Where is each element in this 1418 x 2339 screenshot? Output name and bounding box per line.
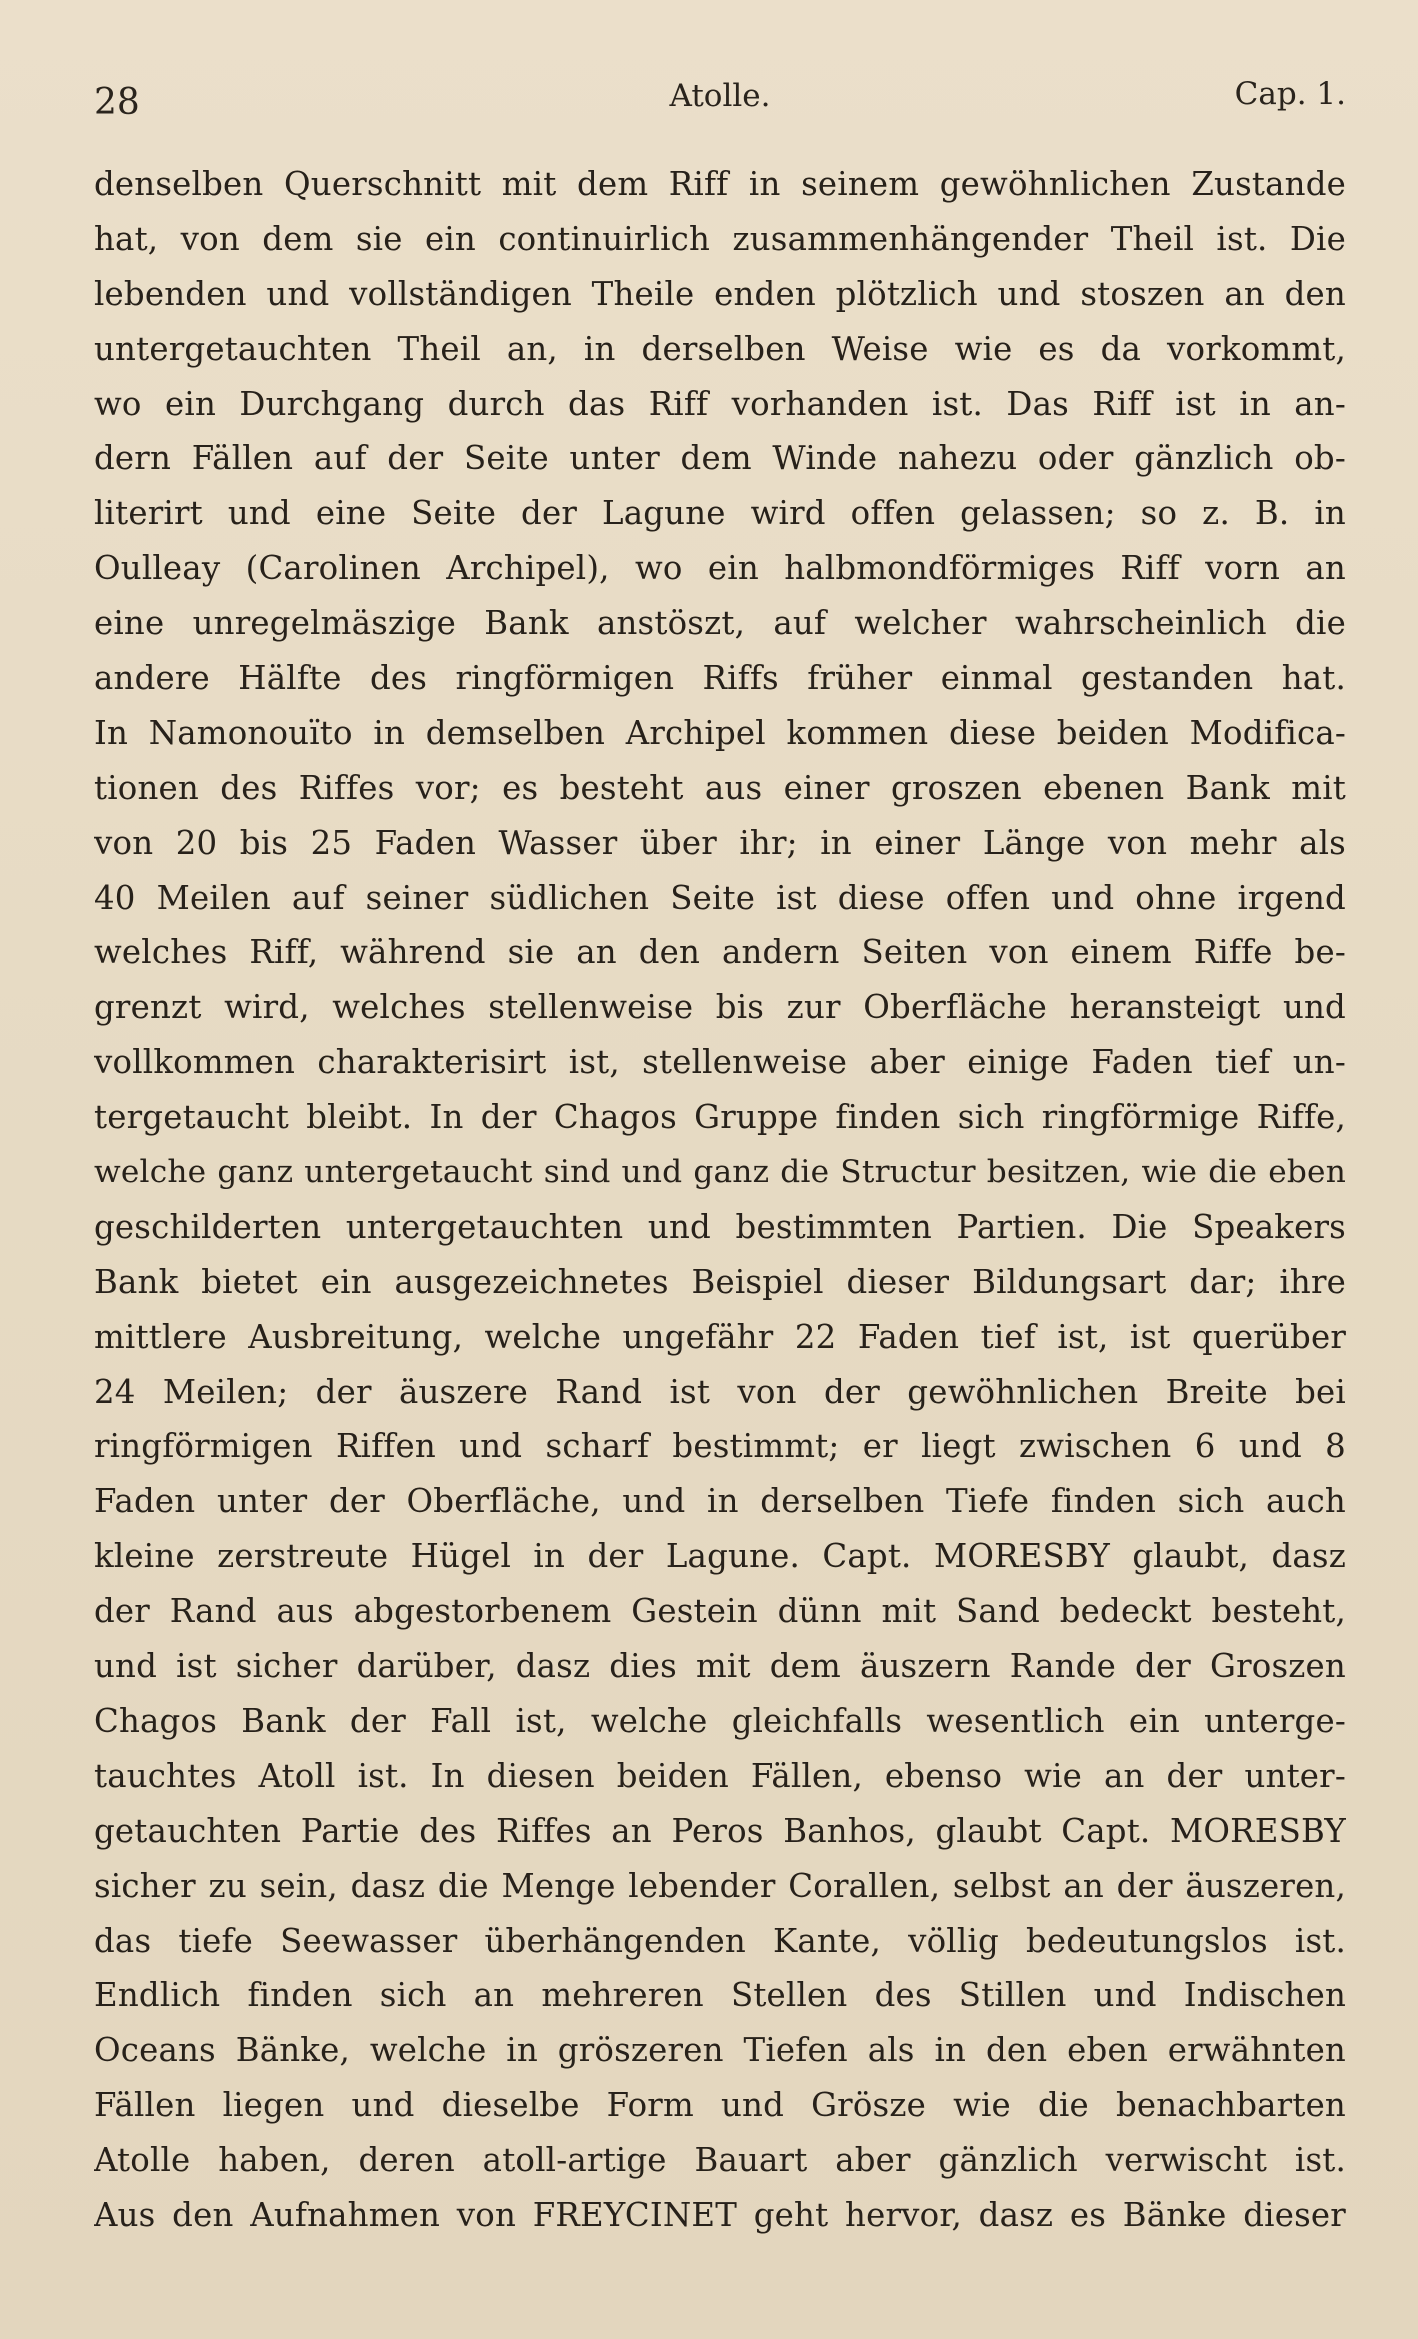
text-line: sicher zu sein, dasz die Menge lebender Corallen, selbst an der äuszeren, <box>94 1866 1346 1905</box>
text-line: mittlere Ausbreitung, welche ungefähr 22 Faden tief ist, ist querüber <box>94 1317 1346 1356</box>
text-line: kleine zerstreute Hügel in der Lagune. Capt. MORESBY glaubt, dasz <box>94 1537 1346 1576</box>
text-line: eine unregelmäszige Bank anstöszt, auf welcher wahrscheinlich die <box>94 604 1346 643</box>
text-line: Chagos Bank der Fall ist, welche gleichfalls wesentlich ein unterge- <box>94 1701 1346 1740</box>
text-line: In Namonouïto in demselben Archipel kommen diese beiden Modifica- <box>94 713 1346 752</box>
text-line: Fällen liegen und dieselbe Form und Grösze wie die benachbarten <box>94 2086 1346 2125</box>
text-line: andere Hälfte des ringförmigen Riffs früher einmal gestanden hat. <box>94 659 1346 698</box>
running-title: Atolle. <box>669 78 771 114</box>
text-line: welches Riff, während sie an den andern Seiten von einem Riffe be- <box>94 933 1346 972</box>
text-line: tauchtes Atoll ist. In diesen beiden Fällen, ebenso wie an der unter- <box>94 1756 1346 1795</box>
running-header <box>94 72 1346 132</box>
text-line: lebenden und vollständigen Theile enden plötzlich und stoszen an den <box>94 274 1346 313</box>
text-line: grenzt wird, welches stellenweise bis zur Oberfläche heransteigt und <box>94 988 1346 1027</box>
text-line: der Rand aus abgestorbenem Gestein dünn mit Sand bedeckt besteht, <box>94 1592 1346 1631</box>
text-line: denselben Querschnitt mit dem Riff in seinem gewöhnlichen Zustande <box>94 165 1346 203</box>
text-line: Aus den Aufnahmen von FREYCINET geht hervor, dasz es Bänke dieser <box>94 2195 1346 2234</box>
text-line: Oceans Bänke, welche in gröszeren Tiefen als in den eben erwähnten <box>94 2031 1346 2070</box>
text-line: tionen des Riffes vor; es besteht aus einer groszen ebenen Bank mit <box>94 768 1346 807</box>
text-line: ringförmigen Riffen und scharf bestimmt; er liegt zwischen 6 und 8 <box>94 1427 1346 1466</box>
text-line: Faden unter der Oberfläche, und in derselben Tiefe finden sich auch <box>94 1482 1346 1521</box>
text-line: 24 Meilen; der äuszere Rand ist von der gewöhnlichen Breite bei <box>94 1372 1346 1411</box>
text-line: untergetauchten Theil an, in derselben Weise wie es da vorkommt, <box>94 329 1346 368</box>
chapter-label: Cap. 1. <box>1234 76 1346 112</box>
text-line: 40 Meilen auf seiner südlichen Seite ist diese offen und ohne irgend <box>94 878 1346 917</box>
text-line: von 20 bis 25 Faden Wasser über ihr; in einer Länge von mehr als <box>94 823 1346 862</box>
text-line: tergetaucht bleibt. In der Chagos Gruppe finden sich ringförmige Riffe, <box>94 1098 1346 1137</box>
text-line: Atolle haben, deren atoll-artige Bauart aber gänzlich verwischt ist. <box>94 2141 1346 2180</box>
text-line: geschilderten untergetauchten und bestimmten Partien. Die Speakers <box>94 1207 1346 1246</box>
text-line: Endlich finden sich an mehreren Stellen des Stillen und Indischen <box>94 1976 1346 2015</box>
body-text <box>94 157 1346 2243</box>
text-line: hat, von dem sie ein continuirlich zusammenhängender Theil ist. Die <box>94 219 1346 258</box>
text-line: vollkommen charakterisirt ist, stellenweise aber einige Faden tief un- <box>94 1043 1346 1082</box>
text-line: welche ganz untergetaucht sind und ganz die Structur besitzen, wie die eben <box>94 1154 1346 1191</box>
text-line: dern Fällen auf der Seite unter dem Winde nahezu oder gänzlich ob- <box>94 439 1346 478</box>
text-line: Bank bietet ein ausgezeichnetes Beispiel dieser Bildungsart dar; ihre <box>94 1262 1346 1301</box>
text-line: literirt und eine Seite der Lagune wird offen gelassen; so z. B. in <box>94 494 1346 533</box>
text-line: das tiefe Seewasser überhängenden Kante, völlig bedeutungslos ist. <box>94 1921 1346 1960</box>
text-line: und ist sicher darüber, dasz dies mit dem äuszern Rande der Groszen <box>94 1647 1346 1686</box>
text-line: wo ein Durchgang durch das Riff vorhanden ist. Das Riff ist in an- <box>94 384 1346 423</box>
text-line: getauchten Partie des Riffes an Peros Banhos, glaubt Capt. MORESBY <box>94 1811 1346 1850</box>
text-line: Oulleay (Carolinen Archipel), wo ein halbmondförmiges Riff vorn an <box>94 549 1346 588</box>
page-number: 28 <box>94 82 140 123</box>
